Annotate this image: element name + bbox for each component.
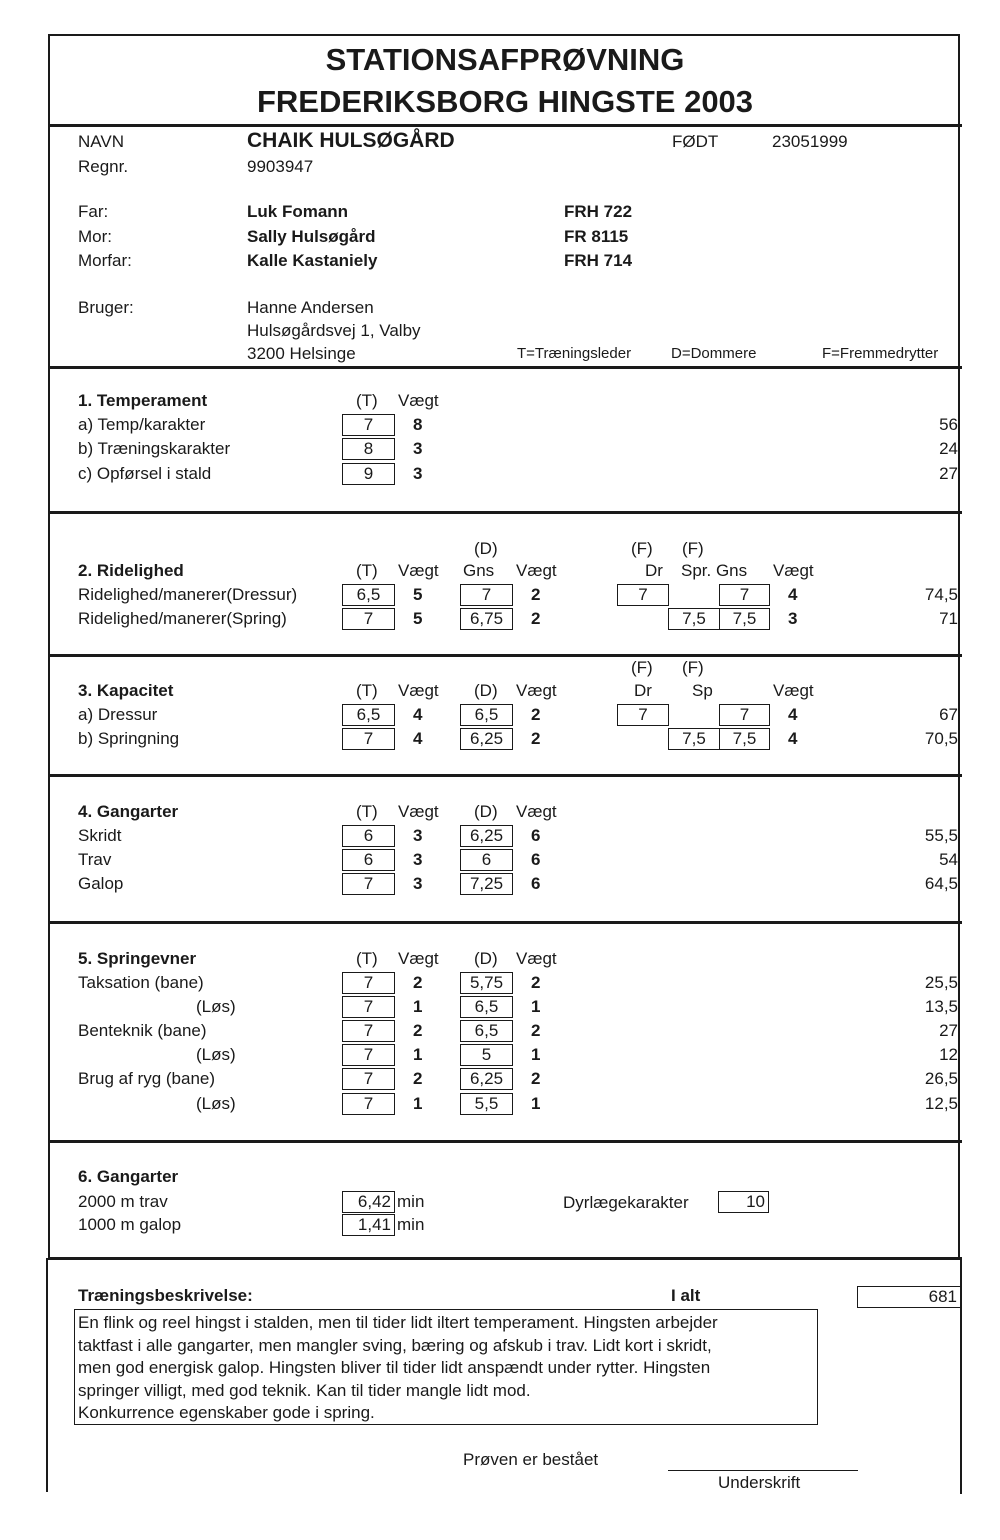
s3-f-weight: 4 [788, 729, 798, 748]
s5-row-total: 27 [939, 1021, 958, 1040]
divider-s1 [48, 511, 962, 514]
s4-head-weight: Vægt [398, 802, 439, 821]
s2-f-jump-box: 7,5 [668, 608, 720, 630]
s6-title: 6. Gangarter [78, 1167, 179, 1186]
passed-text: Prøven er bestået [463, 1450, 599, 1469]
s5-d-weight: 1 [531, 1094, 541, 1113]
s4-d-weight: 6 [531, 850, 541, 869]
s4-head-d: (D) [474, 802, 498, 821]
s4-row-label: Galop [78, 874, 124, 893]
legend-trainer: T=Træningsleder [517, 345, 632, 362]
s2-d-weight: 2 [531, 585, 541, 604]
training-line: taktfast i alle gangarter, men mangler sving, bæring og afskub i trav. Lidt kort i skridt, [78, 1335, 712, 1355]
s5-t-score-box: 7 [342, 1068, 395, 1090]
frame-left-extension [46, 1258, 48, 1492]
s5-title: 5. Springevner [78, 949, 197, 968]
s3-d-score-box: 6,5 [460, 704, 513, 726]
s2-head-average: Gns [463, 561, 495, 580]
s2-f-weight: 4 [788, 585, 798, 604]
training-label: Træningsbeskrivelse: [78, 1286, 253, 1305]
s3-f-dressage-box: 7 [617, 704, 669, 726]
s3-row-total: 67 [939, 705, 958, 724]
s2-d-weight: 2 [531, 609, 541, 628]
s3-head-t: (T) [356, 681, 378, 700]
training-line: En flink og reel hingst i stalden, men til tider lidt iltert temperament. Hingsten arbejder [78, 1313, 718, 1332]
s3-head-f-weight: Vægt [773, 681, 814, 700]
regnr-value: 9903947 [247, 157, 314, 176]
divider-s2 [48, 654, 962, 657]
s1-head-t: (T) [356, 391, 378, 410]
vet-score-label: Dyrlægekarakter [563, 1193, 689, 1212]
divider-s6 [48, 1257, 962, 1260]
total-label: I alt [671, 1286, 701, 1305]
s5-d-score-box: 6,5 [460, 996, 513, 1018]
s5-row-label: Brug af ryg (bane) [78, 1069, 216, 1088]
s5-head-weight: Vægt [398, 949, 439, 968]
s5-row-total: 12 [939, 1045, 958, 1064]
training-line: men god energisk galop. Hingsten bliver til tider lidt anspændt under rytter. Hingsten [78, 1358, 711, 1377]
s3-weight: 4 [413, 729, 423, 748]
s4-row-total: 55,5 [924, 826, 958, 845]
s2-f-average-box: 7,5 [719, 608, 770, 630]
s4-row-total: 54 [939, 850, 958, 869]
s3-row-label: b) Springning [78, 729, 180, 748]
s5-weight: 1 [413, 1045, 423, 1064]
s4-row-label: Skridt [78, 826, 122, 845]
s3-d-weight: 2 [531, 705, 541, 724]
s4-d-weight: 6 [531, 874, 541, 893]
s3-head-d: (D) [474, 681, 498, 700]
user-line-1: Hanne Andersen [247, 298, 374, 317]
signature-line [668, 1470, 858, 1471]
signature-label: Underskrift [718, 1473, 801, 1492]
s1-row-label: b) Træningskarakter [78, 439, 231, 458]
born-label: FØDT [672, 132, 719, 151]
s4-head-t: (T) [356, 802, 378, 821]
grandfather-code: FRH 714 [564, 251, 633, 270]
s3-t-score-box: 6,5 [342, 704, 395, 726]
s5-row-total: 12,5 [924, 1094, 958, 1113]
divider-header [48, 124, 962, 127]
s2-head-jump-average: Spr. Gns [681, 561, 748, 580]
s2-weight: 5 [413, 585, 423, 604]
s5-weight: 2 [413, 973, 423, 992]
s5-t-score-box: 7 [342, 996, 395, 1018]
training-description-box [74, 1309, 818, 1425]
s3-d-weight: 2 [531, 729, 541, 748]
s4-head-d-weight: Vægt [516, 802, 557, 821]
divider-s3 [48, 774, 962, 777]
s6-gallop-unit: min [397, 1215, 425, 1234]
s2-d-score-box: 6,75 [460, 608, 513, 630]
horse-name: CHAIK HULSØGÅRD [247, 129, 455, 152]
s6-trot-unit: min [397, 1192, 425, 1211]
s4-d-weight: 6 [531, 826, 541, 845]
s4-weight: 3 [413, 826, 423, 845]
training-line: springer villigt, med god teknik. Kan til tider mangle lidt mod. [78, 1380, 531, 1400]
s3-head-d-weight: Vægt [516, 681, 557, 700]
mother-code: FR 8115 [564, 227, 629, 246]
s3-f-average-box: 7,5 [719, 728, 770, 750]
s2-title: 2. Ridelighed [78, 561, 184, 580]
regnr-label: Regnr. [78, 157, 129, 176]
legend-judges: D=Dommere [671, 345, 757, 362]
s4-d-score-box: 6,25 [460, 825, 513, 847]
father-name: Luk Fomann [247, 202, 349, 221]
s5-row-total: 26,5 [924, 1069, 958, 1088]
s5-d-score-box: 5 [460, 1044, 513, 1066]
s5-d-score-box: 5,5 [460, 1093, 513, 1115]
s5-row-label: (Løs) [196, 1094, 236, 1113]
s6-trot-label: 2000 m trav [78, 1192, 168, 1211]
divider-s5 [48, 1140, 962, 1143]
training-line: Konkurrence egenskaber gode i spring. [78, 1403, 375, 1422]
s5-t-score-box: 7 [342, 1020, 395, 1042]
s3-title: 3. Kapacitet [78, 681, 174, 700]
s3-t-score-box: 7 [342, 728, 395, 750]
s5-d-score-box: 5,75 [460, 972, 513, 994]
s2-head-f2: (F) [682, 539, 704, 558]
s1-weight: 3 [413, 439, 423, 458]
s3-head-dressage: Dr [634, 681, 652, 700]
s1-row-label: a) Temp/karakter [78, 415, 206, 434]
s5-row-label: Benteknik (bane) [78, 1021, 207, 1040]
s2-head-f-weight: Vægt [773, 561, 814, 580]
s1-row-total: 56 [939, 415, 958, 434]
s5-row-label: Taksation (bane) [78, 973, 204, 992]
s4-weight: 3 [413, 874, 423, 893]
s1-weight: 3 [413, 464, 423, 483]
s3-weight: 4 [413, 705, 423, 724]
s5-d-weight: 2 [531, 973, 541, 992]
born-date: 23051999 [772, 132, 848, 151]
grandfather-name: Kalle Kastaniely [247, 251, 378, 270]
s2-head-f1: (F) [631, 539, 653, 558]
s2-head-weight: Vægt [398, 561, 439, 580]
divider-s4 [48, 921, 962, 924]
s2-row-total: 71 [939, 609, 958, 628]
s5-t-score-box: 7 [342, 1093, 395, 1115]
s3-d-score-box: 6,25 [460, 728, 513, 750]
s4-d-score-box: 7,25 [460, 873, 513, 895]
s2-row-total: 74,5 [924, 585, 958, 604]
s6-gallop-time-box: 1,41 [342, 1214, 395, 1236]
s3-row-total: 70,5 [924, 729, 958, 748]
s1-t-score-box: 8 [342, 438, 395, 460]
s4-row-total: 64,5 [924, 874, 958, 893]
s5-weight: 2 [413, 1069, 423, 1088]
user-line-3: 3200 Helsinge [247, 344, 356, 363]
s5-row-total: 13,5 [924, 997, 958, 1016]
total-box: 681 [857, 1286, 961, 1308]
s4-t-score-box: 6 [342, 849, 395, 871]
s2-f-weight: 3 [788, 609, 798, 628]
s5-weight: 2 [413, 1021, 423, 1040]
mother-label: Mor: [78, 227, 112, 246]
user-line-2: Hulsøgårdsvej 1, Valby [247, 321, 421, 340]
s5-d-weight: 2 [531, 1021, 541, 1040]
s5-d-weight: 1 [531, 997, 541, 1016]
s2-head-d-weight: Vægt [516, 561, 557, 580]
vet-score-box: 10 [718, 1191, 769, 1213]
s5-d-weight: 2 [531, 1069, 541, 1088]
s5-head-d-weight: Vægt [516, 949, 557, 968]
s1-head-weight: Vægt [398, 391, 439, 410]
s1-weight: 8 [413, 415, 423, 434]
s2-t-score-box: 6,5 [342, 584, 395, 606]
s6-gallop-label: 1000 m galop [78, 1215, 182, 1234]
s3-head-f1: (F) [631, 658, 653, 677]
s5-row-label: (Løs) [196, 997, 236, 1016]
s1-row-label: c) Opførsel i stald [78, 464, 212, 483]
s2-head-dressage: Dr [645, 561, 663, 580]
s4-t-score-box: 6 [342, 825, 395, 847]
s5-row-total: 25,5 [924, 973, 958, 992]
s5-row-label: (Løs) [196, 1045, 236, 1064]
s2-row-label: Ridelighed/manerer(Dressur) [78, 585, 298, 604]
grandfather-label: Morfar: [78, 251, 132, 270]
s5-head-d: (D) [474, 949, 498, 968]
s5-head-t: (T) [356, 949, 378, 968]
s3-head-jump: Sp [692, 681, 713, 700]
s5-t-score-box: 7 [342, 972, 395, 994]
user-label: Bruger: [78, 298, 134, 317]
divider-info [48, 366, 962, 369]
s4-d-score-box: 6 [460, 849, 513, 871]
s2-weight: 5 [413, 609, 423, 628]
father-code: FRH 722 [564, 202, 633, 221]
legend-guest-rider: F=Fremmedrytter [822, 345, 939, 362]
s5-d-weight: 1 [531, 1045, 541, 1064]
s3-head-f2: (F) [682, 658, 704, 677]
father-label: Far: [78, 202, 109, 221]
s2-d-score-box: 7 [460, 584, 513, 606]
s5-t-score-box: 7 [342, 1044, 395, 1066]
s5-weight: 1 [413, 1094, 423, 1113]
s4-weight: 3 [413, 850, 423, 869]
s2-head-d: (D) [474, 539, 498, 558]
name-label: NAVN [78, 132, 124, 151]
s3-f-average-box: 7 [719, 704, 770, 726]
s3-f-jump-box: 7,5 [668, 728, 720, 750]
title-line-2: FREDERIKSBORG HINGSTE 2003 [256, 84, 754, 119]
s4-title: 4. Gangarter [78, 802, 179, 821]
s2-row-label: Ridelighed/manerer(Spring) [78, 609, 287, 628]
s1-row-total: 27 [939, 464, 958, 483]
s1-t-score-box: 9 [342, 463, 395, 485]
s5-weight: 1 [413, 997, 423, 1016]
s4-t-score-box: 7 [342, 873, 395, 895]
s5-d-score-box: 6,25 [460, 1068, 513, 1090]
title-line-1: STATIONSAFPRØVNING [325, 42, 685, 77]
s3-f-weight: 4 [788, 705, 798, 724]
s2-t-score-box: 7 [342, 608, 395, 630]
s5-d-score-box: 6,5 [460, 1020, 513, 1042]
s4-row-label: Trav [78, 850, 112, 869]
s1-row-total: 24 [939, 439, 958, 458]
s3-row-label: a) Dressur [78, 705, 158, 724]
s1-t-score-box: 7 [342, 414, 395, 436]
s1-title: 1. Temperament [78, 391, 208, 410]
mother-name: Sally Hulsøgård [247, 227, 376, 246]
s2-f-average-box: 7 [719, 584, 770, 606]
s2-f-dressage-box: 7 [617, 584, 669, 606]
s6-trot-time-box: 6,42 [342, 1191, 395, 1213]
s2-head-t: (T) [356, 561, 378, 580]
s3-head-weight: Vægt [398, 681, 439, 700]
